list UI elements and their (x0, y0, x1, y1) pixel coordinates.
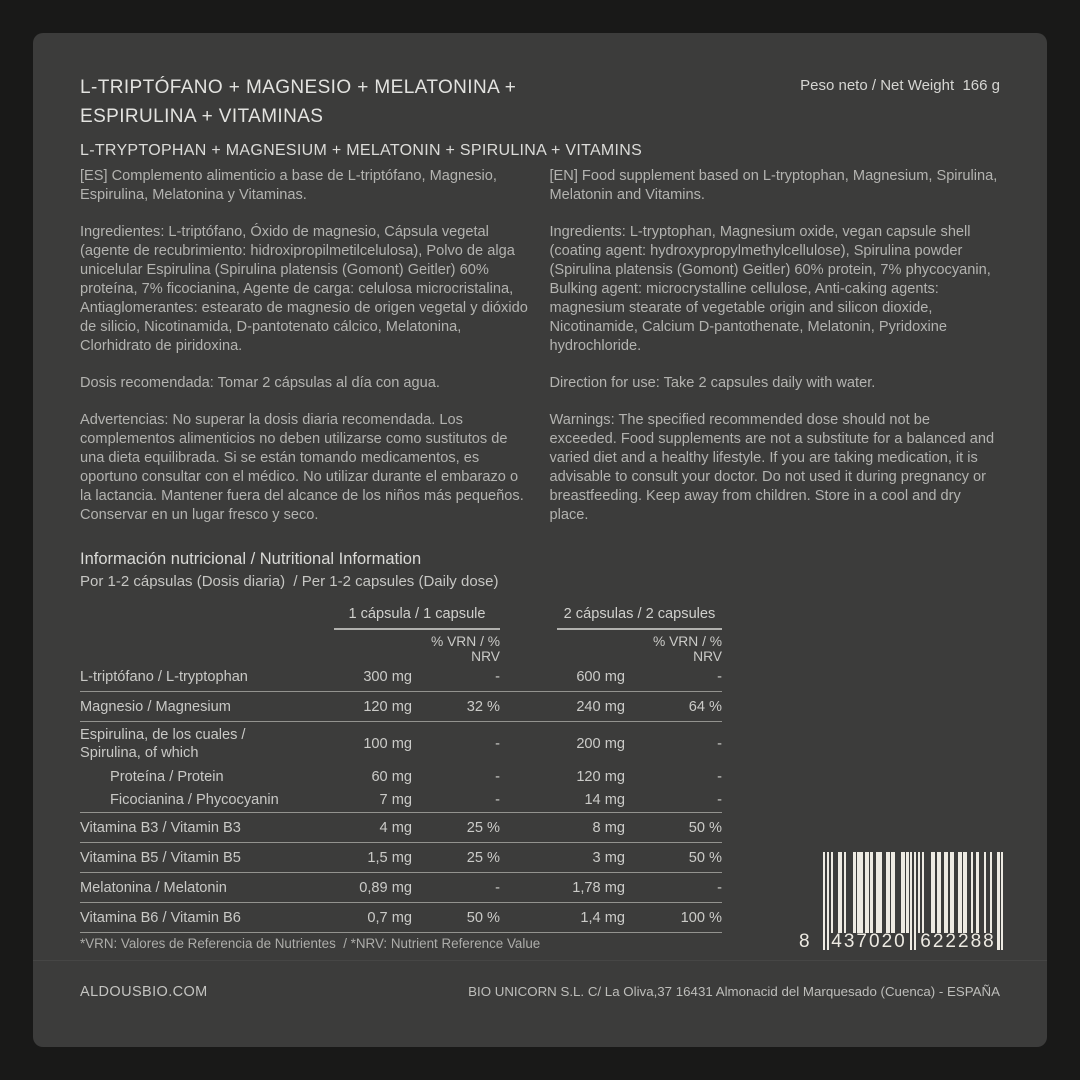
amount-per-1: 120 mg (363, 698, 412, 715)
vrn-per-1: - (495, 668, 500, 685)
barcode-bar (887, 852, 889, 933)
table-vrn-header-row (80, 630, 722, 662)
vrn-header-1: % VRN / % NRV (431, 634, 500, 664)
amount-per-1: 300 mg (363, 668, 412, 685)
barcode-bar (959, 852, 961, 933)
barcode-bar (906, 852, 908, 933)
vrn-per-2: - (717, 736, 722, 752)
vrn-per-2: - (717, 792, 722, 808)
amount-per-2: 240 mg (576, 698, 625, 715)
barcode-digits-right: 622288 (920, 931, 996, 952)
barcode-bar (867, 852, 869, 933)
nutrient-label: Magnesio / Magnesium (80, 698, 231, 715)
barcode-bar (922, 852, 924, 933)
amount-per-1: 1,5 mg (367, 849, 412, 866)
vrn-per-2: 50 % (688, 819, 722, 836)
barcode-bar (880, 852, 882, 933)
spanish-column (80, 167, 531, 543)
amount-per-1: 0,89 mg (359, 879, 412, 896)
nutrient-label: Ficocianina / Phycocyanin (110, 792, 279, 808)
footer-divider (33, 960, 1047, 961)
net-weight: Peso neto / Net Weight 166 g (800, 77, 1000, 94)
vrn-per-2: - (717, 668, 722, 685)
nutrient-label: L-triptófano / L-tryptophan (80, 668, 248, 685)
es-intro: [ES] Complemento alimenticio a base de L-triptófano, Magnesio, Espirulina, Melatonina y Vitaminas. (80, 168, 497, 203)
en-dose: Direction for use: Take 2 capsules daily with water. (549, 375, 876, 391)
amount-per-1: 100 mg (363, 736, 412, 752)
amount-per-2: 120 mg (576, 769, 625, 785)
barcode-bar (910, 852, 912, 950)
amount-per-2: 8 mg (592, 819, 625, 836)
barcode-bar (914, 852, 916, 950)
vrn-per-1: 32 % (466, 698, 500, 715)
nutrient-label: Vitamina B5 / Vitamin B5 (80, 849, 241, 866)
nutrient-label: Espirulina, de los cuales / Spirulina, of which (80, 727, 246, 761)
amount-per-2: 1,4 mg (580, 909, 625, 926)
barcode-bar (984, 852, 986, 933)
vrn-per-2: 100 % (680, 909, 722, 926)
manufacturer-address: BIO UNICORN S.L. C/ La Oliva,37 16431 Almonacid del Marquesado (Cuenca) - ESPAÑA (468, 984, 1000, 999)
table-group-header-row (80, 605, 722, 630)
table-row (80, 692, 722, 722)
vrn-per-2: 64 % (688, 698, 722, 715)
amount-per-1: 4 mg (379, 819, 412, 836)
table-row (80, 766, 722, 788)
vrn-per-1: - (495, 736, 500, 752)
en-intro: [EN] Food supplement based on L-tryptophan, Magnesium, Spirulina, Melatonin and Vitamins. (549, 168, 998, 203)
amount-per-1: 60 mg (371, 769, 412, 785)
barcode-digits-left: 437020 (831, 931, 907, 952)
barcode-bar (823, 852, 825, 950)
es-warnings: Advertencias: No superar la dosis diaria recomendada. Los complementos alimenticios no deben utilizarse como sustitutos de una dieta equilibrada. Si se están tomando medicamentos, es oportuno consultar con el médico. No utilizar durante el embarazo o la lactancia. Mantener fuera del alcance de los niños más pequeños. Conservar en un lugar fresco y seco. (80, 412, 524, 523)
vrn-per-1: 25 % (466, 819, 500, 836)
barcode-bar (946, 852, 948, 933)
vrn-per-2: 50 % (688, 849, 722, 866)
title-line2: ESPIRULINA + VITAMINAS (80, 106, 324, 127)
product-label-card (33, 33, 1047, 1047)
ean13-barcode (799, 852, 1003, 952)
group-header-2-capsules: 2 cápsulas / 2 capsules (557, 606, 722, 630)
nutrient-label: Melatonina / Melatonin (80, 879, 227, 896)
vrn-per-1: - (495, 769, 500, 785)
vrn-header-2: % VRN / % NRV (653, 634, 722, 664)
barcode-bar (853, 852, 855, 933)
product-title-en: L-TRYPTOPHAN + MAGNESIUM + MELATONIN + SPIRULINA + VITAMINS (80, 142, 643, 159)
website-url: ALDOUSBIO.COM (80, 984, 208, 1000)
barcode-bar (952, 852, 954, 933)
barcode-digit-first: 8 (799, 931, 810, 952)
vrn-per-1: 50 % (466, 909, 500, 926)
table-row (80, 903, 722, 933)
table-row (80, 873, 722, 903)
group-header-1-capsule: 1 cápsula / 1 capsule (334, 606, 500, 630)
vrn-footnote: *VRN: Valores de Referencia de Nutrientes / *NRV: Nutrient Reference Value (80, 936, 541, 951)
english-column (550, 167, 1001, 543)
description-columns (80, 167, 1000, 543)
en-warnings: Warnings: The specified recommended dose should not be exceeded. Food supplements are not a substitute for a balanced and varied diet and a healthy lifestyle. If you are taking medication, it is advisable to consult your doctor. Do not used it during pregnancy or breastfeeding. Keep away from children. Store in a cool and dry place. (549, 412, 995, 523)
barcode-bar (1001, 852, 1003, 950)
barcode-bar (965, 852, 967, 933)
nutrient-label: Vitamina B3 / Vitamin B3 (80, 819, 241, 836)
nutrition-title: Información nutricional / Nutritional Information (80, 550, 422, 568)
es-ingredients: Ingredientes: L-triptófano, Óxido de magnesio, Cápsula vegetal (agente de recubrimiento: hidroxipropilmetilcelulosa), Polvo de alga unicelular Espirulina (Spirulina platensis (Gomont) Geitler) 60% proteína, 7% ficocianina, Agente de carga: celulosa microcristalina, Antiaglomerantes: estearato de magnesio de origen vegetal y dióxido de silicio, Nicotinamida, D-pantotenato cálcico, Melatonina, Clorhidrato de piridoxina. (80, 224, 528, 354)
barcode-bar (831, 852, 833, 933)
nutrition-table (80, 605, 722, 933)
barcode-bar (990, 852, 992, 933)
barcode-bar (861, 852, 863, 933)
table-row (80, 662, 722, 692)
vrn-per-1: - (495, 879, 500, 896)
amount-per-2: 200 mg (576, 736, 625, 752)
barcode-bar (918, 852, 920, 933)
barcode-bar (840, 852, 842, 933)
amount-per-2: 1,78 mg (572, 879, 625, 896)
amount-per-2: 14 mg (584, 792, 625, 808)
nutrient-label: Proteína / Protein (110, 769, 224, 785)
nutrition-section (80, 549, 722, 933)
en-ingredients: Ingredients: L-tryptophan, Magnesium oxide, vegan capsule shell (coating agent: hydroxypropylmethylcellulose), Spirulina powder (Spirulina platensis (Gomont) Geitler) 60% protein, 7% phycocyanin, Bulking agent: microcrystalline cellulose, Anti-caking agents: magnesium stearate of vegetable origin and silicon dioxide, Nicotinamide, Calcium D-pantothenate, Melatonin, Pyridoxine hydrochloride. (549, 224, 991, 354)
nutrient-label: Vitamina B6 / Vitamin B6 (80, 909, 241, 926)
amount-per-2: 600 mg (576, 668, 625, 685)
table-row (80, 722, 722, 766)
table-row (80, 843, 722, 873)
table-row (80, 813, 722, 843)
amount-per-2: 3 mg (592, 849, 625, 866)
barcode-bar (870, 852, 872, 933)
barcode-bar (971, 852, 973, 933)
vrn-per-2: - (717, 769, 722, 785)
barcode-bar (933, 852, 935, 933)
title-line1: L-TRIPTÓFANO + MAGNESIO + MELATONINA + (80, 77, 517, 98)
nutrition-table-body (80, 662, 722, 933)
barcode-bar (939, 852, 941, 933)
barcode-bar (844, 852, 846, 933)
es-dose: Dosis recomendada: Tomar 2 cápsulas al día con agua. (80, 375, 440, 391)
nutrition-subtitle: Por 1-2 cápsulas (Dosis diaria) / Per 1-2 capsules (Daily dose) (80, 573, 499, 590)
vrn-per-1: - (495, 792, 500, 808)
barcode-bar (976, 852, 978, 933)
amount-per-1: 7 mg (379, 792, 412, 808)
barcode-bar (903, 852, 905, 933)
vrn-per-1: 25 % (466, 849, 500, 866)
vrn-per-2: - (717, 879, 722, 896)
table-row (80, 788, 722, 813)
amount-per-1: 0,7 mg (367, 909, 412, 926)
barcode-bar (893, 852, 895, 933)
footer (80, 984, 1000, 1000)
